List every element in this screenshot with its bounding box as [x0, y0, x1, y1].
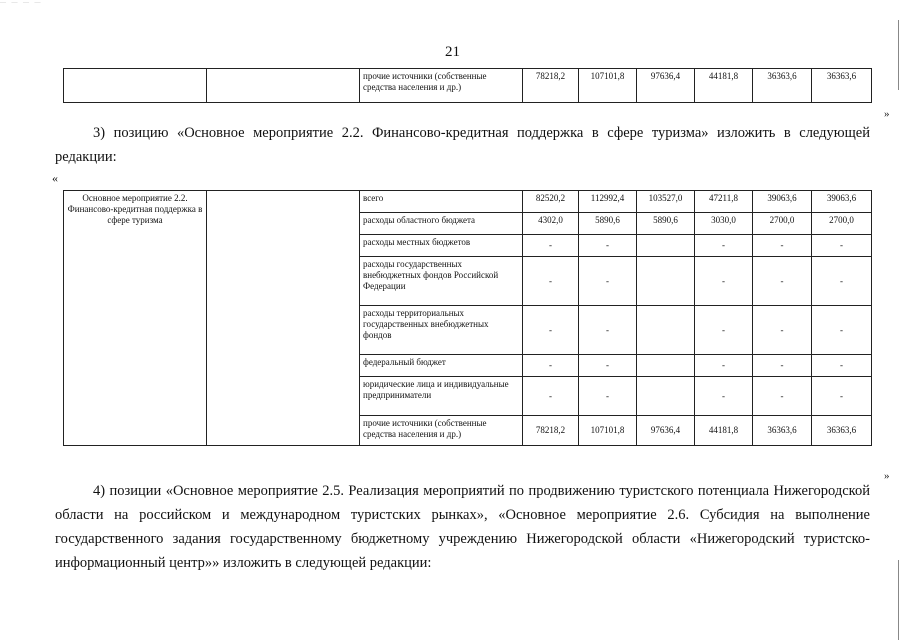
closing-quote: » — [884, 470, 890, 482]
value-cell: - — [523, 355, 579, 377]
value-cell: 36363,6 — [753, 416, 812, 446]
value-cell: 36363,6 — [753, 69, 812, 103]
row-label: расходы областного бюджета — [360, 213, 523, 235]
value-cell: - — [695, 355, 753, 377]
value-cell: - — [753, 306, 812, 355]
value-cell — [637, 306, 695, 355]
value-cell: 103527,0 — [637, 191, 695, 213]
value-cell: - — [579, 355, 637, 377]
measure-name-cell: Основное мероприятие 2.2. Финансово-кредитная поддержка в сфере туризма — [64, 191, 207, 446]
value-cell: - — [812, 306, 872, 355]
value-cell — [637, 377, 695, 416]
paragraph-4: 4) позиции «Основное мероприятие 2.5. Реализация мероприятий по продвижению туристского потенциала Нижегородской области на российском и международном туристских рынках», «Основное мероприятие 2.6. Субсидия на выполнение государственного задания государственному бюджетному учреждению Нижегородской области «Нижегородский туристско-информационный центр»» изложить в следующей редакции: — [55, 483, 870, 571]
row-label: прочие источники (собственные средства населения и др.) — [360, 69, 523, 103]
value-cell: - — [753, 235, 812, 257]
row-label: расходы территориальных государственных внебюджетных фондов — [360, 306, 523, 355]
value-cell: 112992,4 — [579, 191, 637, 213]
row-label: расходы местных бюджетов — [360, 235, 523, 257]
value-cell: - — [695, 235, 753, 257]
value-cell: 2700,0 — [753, 213, 812, 235]
value-cell: 78218,2 — [523, 416, 579, 446]
value-cell: - — [523, 306, 579, 355]
empty-cell — [207, 191, 360, 446]
row-label: всего — [360, 191, 523, 213]
scan-edge-line — [898, 20, 899, 90]
continuation-table — [63, 68, 872, 103]
funding-table — [63, 190, 872, 446]
value-cell: 36363,6 — [812, 416, 872, 446]
value-cell: 5890,6 — [637, 213, 695, 235]
scan-edge-line — [898, 560, 899, 640]
value-cell: 97636,4 — [637, 416, 695, 446]
value-cell: - — [579, 257, 637, 306]
value-cell — [637, 257, 695, 306]
value-cell: 82520,2 — [523, 191, 579, 213]
table-row — [64, 191, 872, 213]
value-cell: - — [812, 235, 872, 257]
opening-quote: « — [52, 171, 58, 185]
value-cell: 3030,0 — [695, 213, 753, 235]
closing-quote: » — [884, 108, 890, 120]
empty-cell — [207, 69, 360, 103]
row-label: федеральный бюджет — [360, 355, 523, 377]
value-cell: - — [695, 306, 753, 355]
value-cell: 107101,8 — [579, 416, 637, 446]
value-cell: 2700,0 — [812, 213, 872, 235]
value-cell: - — [523, 377, 579, 416]
value-cell: - — [812, 257, 872, 306]
value-cell: 44181,8 — [695, 69, 753, 103]
row-label: расходы государственных внебюджетных фондов Российской Федерации — [360, 257, 523, 306]
value-cell: - — [753, 355, 812, 377]
value-cell: - — [812, 377, 872, 416]
value-cell: 4302,0 — [523, 213, 579, 235]
value-cell: 39063,6 — [753, 191, 812, 213]
value-cell: 78218,2 — [523, 69, 579, 103]
value-cell: - — [753, 257, 812, 306]
value-cell: - — [753, 377, 812, 416]
value-cell: 36363,6 — [812, 69, 872, 103]
value-cell: - — [579, 235, 637, 257]
value-cell: 97636,4 — [637, 69, 695, 103]
scan-corner-mark: — — — — — [0, 0, 43, 6]
table-row — [64, 69, 872, 103]
value-cell: - — [695, 377, 753, 416]
value-cell: 44181,8 — [695, 416, 753, 446]
value-cell: - — [523, 257, 579, 306]
page-number: 21 — [445, 44, 460, 60]
row-label: юридические лица и индивидуальные предприниматели — [360, 377, 523, 416]
value-cell: 5890,6 — [579, 213, 637, 235]
row-label: прочие источники (собственные средства населения и др.) — [360, 416, 523, 446]
value-cell: - — [812, 355, 872, 377]
value-cell: 39063,6 — [812, 191, 872, 213]
value-cell — [637, 235, 695, 257]
value-cell: - — [579, 377, 637, 416]
empty-cell — [64, 69, 207, 103]
value-cell: 47211,8 — [695, 191, 753, 213]
value-cell: - — [579, 306, 637, 355]
value-cell: 107101,8 — [579, 69, 637, 103]
paragraph-3: 3) позицию «Основное мероприятие 2.2. Финансово-кредитная поддержка в сфере туризма» изложить в следующей редакции: — [55, 125, 870, 165]
value-cell: - — [523, 235, 579, 257]
value-cell — [637, 355, 695, 377]
value-cell: - — [695, 257, 753, 306]
